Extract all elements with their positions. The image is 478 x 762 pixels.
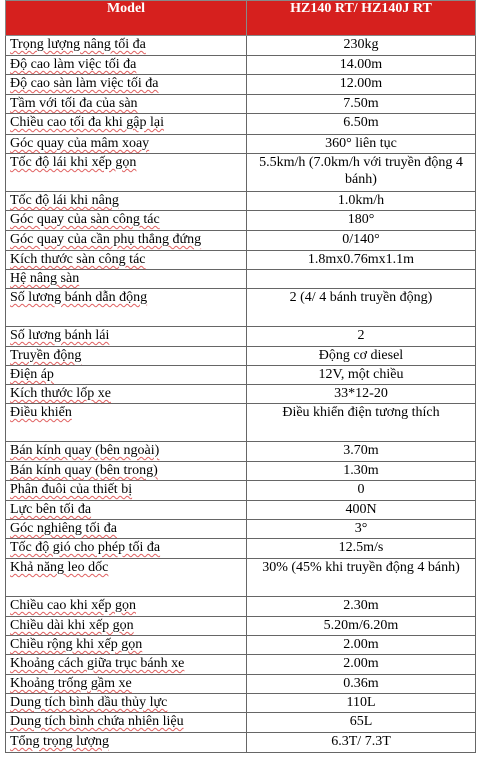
spec-value: 2 — [247, 327, 476, 347]
table-row — [6, 597, 476, 617]
spec-value: 3.70m — [247, 442, 476, 462]
table-row — [6, 404, 476, 442]
spec-value: 2.00m — [247, 636, 476, 655]
spec-label: Số lương bánh dẫn động — [6, 289, 247, 327]
spec-label: Bán kính quay (bên ngoài) — [6, 442, 247, 462]
spec-table — [5, 0, 476, 753]
spec-label: Dung tích bình dầu thủy lực — [6, 694, 247, 713]
spec-value: 1.8mx0.76mx1.1m — [247, 251, 476, 270]
spec-label: Khoảng trống gầm xe — [6, 675, 247, 694]
spec-label: Lực bên tối đa — [6, 501, 247, 520]
spec-value: 0 — [247, 481, 476, 501]
table-row — [6, 154, 476, 192]
spec-value: 0.36m — [247, 675, 476, 694]
spec-label: Chiều cao khi xếp gọn — [6, 597, 247, 617]
table-row — [6, 385, 476, 404]
spec-label: Số lương bánh lái — [6, 327, 247, 347]
spec-label: Hệ nâng sàn — [6, 270, 247, 289]
spec-value: 1.30m — [247, 462, 476, 481]
spec-value: 0/140° — [247, 231, 476, 251]
spec-label: Kích thước sàn công tác — [6, 251, 247, 270]
table-row — [6, 114, 476, 135]
spec-label: Điện áp — [6, 366, 247, 385]
spec-value: 230kg — [247, 36, 476, 56]
table-row — [6, 539, 476, 559]
spec-label: Truyền động — [6, 347, 247, 366]
table-row — [6, 481, 476, 501]
spec-value: 400N — [247, 501, 476, 520]
spec-label: Tốc độ lái khi nâng — [6, 192, 247, 211]
spec-value — [247, 270, 476, 289]
table-row — [6, 636, 476, 655]
spec-label: Điều khiển — [6, 404, 247, 442]
spec-value: 6.50m — [247, 114, 476, 135]
table-row — [6, 675, 476, 694]
spec-label: Dung tích bình chứa nhiên liệu — [6, 713, 247, 733]
table-row — [6, 617, 476, 636]
spec-value: 12V, một chiều — [247, 366, 476, 385]
spec-label: Tầm với tối đa của sàn — [6, 95, 247, 114]
spec-value: 2.00m — [247, 655, 476, 675]
table-row — [6, 56, 476, 75]
spec-value: 7.50m — [247, 95, 476, 114]
spec-label: Tốc độ gió cho phép tối đa — [6, 539, 247, 559]
table-row — [6, 251, 476, 270]
table-row — [6, 36, 476, 56]
spec-value: 12.00m — [247, 75, 476, 95]
spec-label: Kích thước lốp xe — [6, 385, 247, 404]
table-row — [6, 327, 476, 347]
model-header-label: Model — [6, 1, 247, 36]
table-row — [6, 366, 476, 385]
spec-label: Trọng lượng nâng tối đa — [6, 36, 247, 56]
table-row — [6, 347, 476, 366]
table-row — [6, 270, 476, 289]
spec-label: Độ cao sàn làm việc tối đa — [6, 75, 247, 95]
spec-value: 12.5m/s — [247, 539, 476, 559]
spec-value: 6.3T/ 7.3T — [247, 733, 476, 753]
spec-label: Bán kính quay (bên trong) — [6, 462, 247, 481]
spec-label: Góc quay của cần phụ thẳng đứng — [6, 231, 247, 251]
table-row — [6, 135, 476, 154]
spec-value: 360° liên tục — [247, 135, 476, 154]
spec-value: 110L — [247, 694, 476, 713]
table-row — [6, 655, 476, 675]
spec-label: Chiều cao tối đa khi gập lại — [6, 114, 247, 135]
spec-value: 5.20m/6.20m — [247, 617, 476, 636]
spec-value: Điều khiển điện tương thích — [247, 404, 476, 442]
table-row — [6, 520, 476, 539]
table-row — [6, 713, 476, 733]
table-row — [6, 95, 476, 114]
spec-label: Độ cao làm việc tối đa — [6, 56, 247, 75]
spec-value: 3° — [247, 520, 476, 539]
table-row — [6, 462, 476, 481]
table-row — [6, 501, 476, 520]
spec-value: 14.00m — [247, 56, 476, 75]
table-row — [6, 231, 476, 251]
spec-table-body — [6, 36, 476, 753]
table-row — [6, 75, 476, 95]
spec-label: Góc quay của mâm xoay — [6, 135, 247, 154]
header-row — [6, 1, 476, 36]
spec-value: 33*12-20 — [247, 385, 476, 404]
model-header-value: HZ140 RT/ HZ140J RT — [247, 1, 476, 36]
spec-value: 5.5km/h (7.0km/h với truyền động 4 bánh) — [247, 154, 476, 192]
table-row — [6, 733, 476, 753]
spec-label: Khoảng cách giữa trục bánh xe — [6, 655, 247, 675]
spec-value: 65L — [247, 713, 476, 733]
spec-value: Động cơ diesel — [247, 347, 476, 366]
table-row — [6, 289, 476, 327]
spec-label: Chiều dài khi xếp gọn — [6, 617, 247, 636]
table-row — [6, 442, 476, 462]
spec-label: Tổng trọng lượng — [6, 733, 247, 753]
table-row — [6, 559, 476, 597]
table-row — [6, 192, 476, 211]
table-row — [6, 211, 476, 231]
spec-label: Góc nghiêng tối đa — [6, 520, 247, 539]
spec-value: 2.30m — [247, 597, 476, 617]
spec-label: Khả năng leo dốc — [6, 559, 247, 597]
spec-label: Góc quay của sàn công tác — [6, 211, 247, 231]
spec-label: Tốc độ lái khi xếp gọn — [6, 154, 247, 192]
spec-value: 2 (4/ 4 bánh truyền động) — [247, 289, 476, 327]
spec-value: 180° — [247, 211, 476, 231]
table-row — [6, 694, 476, 713]
spec-value: 1.0km/h — [247, 192, 476, 211]
spec-label: Chiều rộng khi xếp gọn — [6, 636, 247, 655]
spec-value: 30% (45% khi truyền động 4 bánh) — [247, 559, 476, 597]
spec-label: Phân đuôi của thiết bị — [6, 481, 247, 501]
